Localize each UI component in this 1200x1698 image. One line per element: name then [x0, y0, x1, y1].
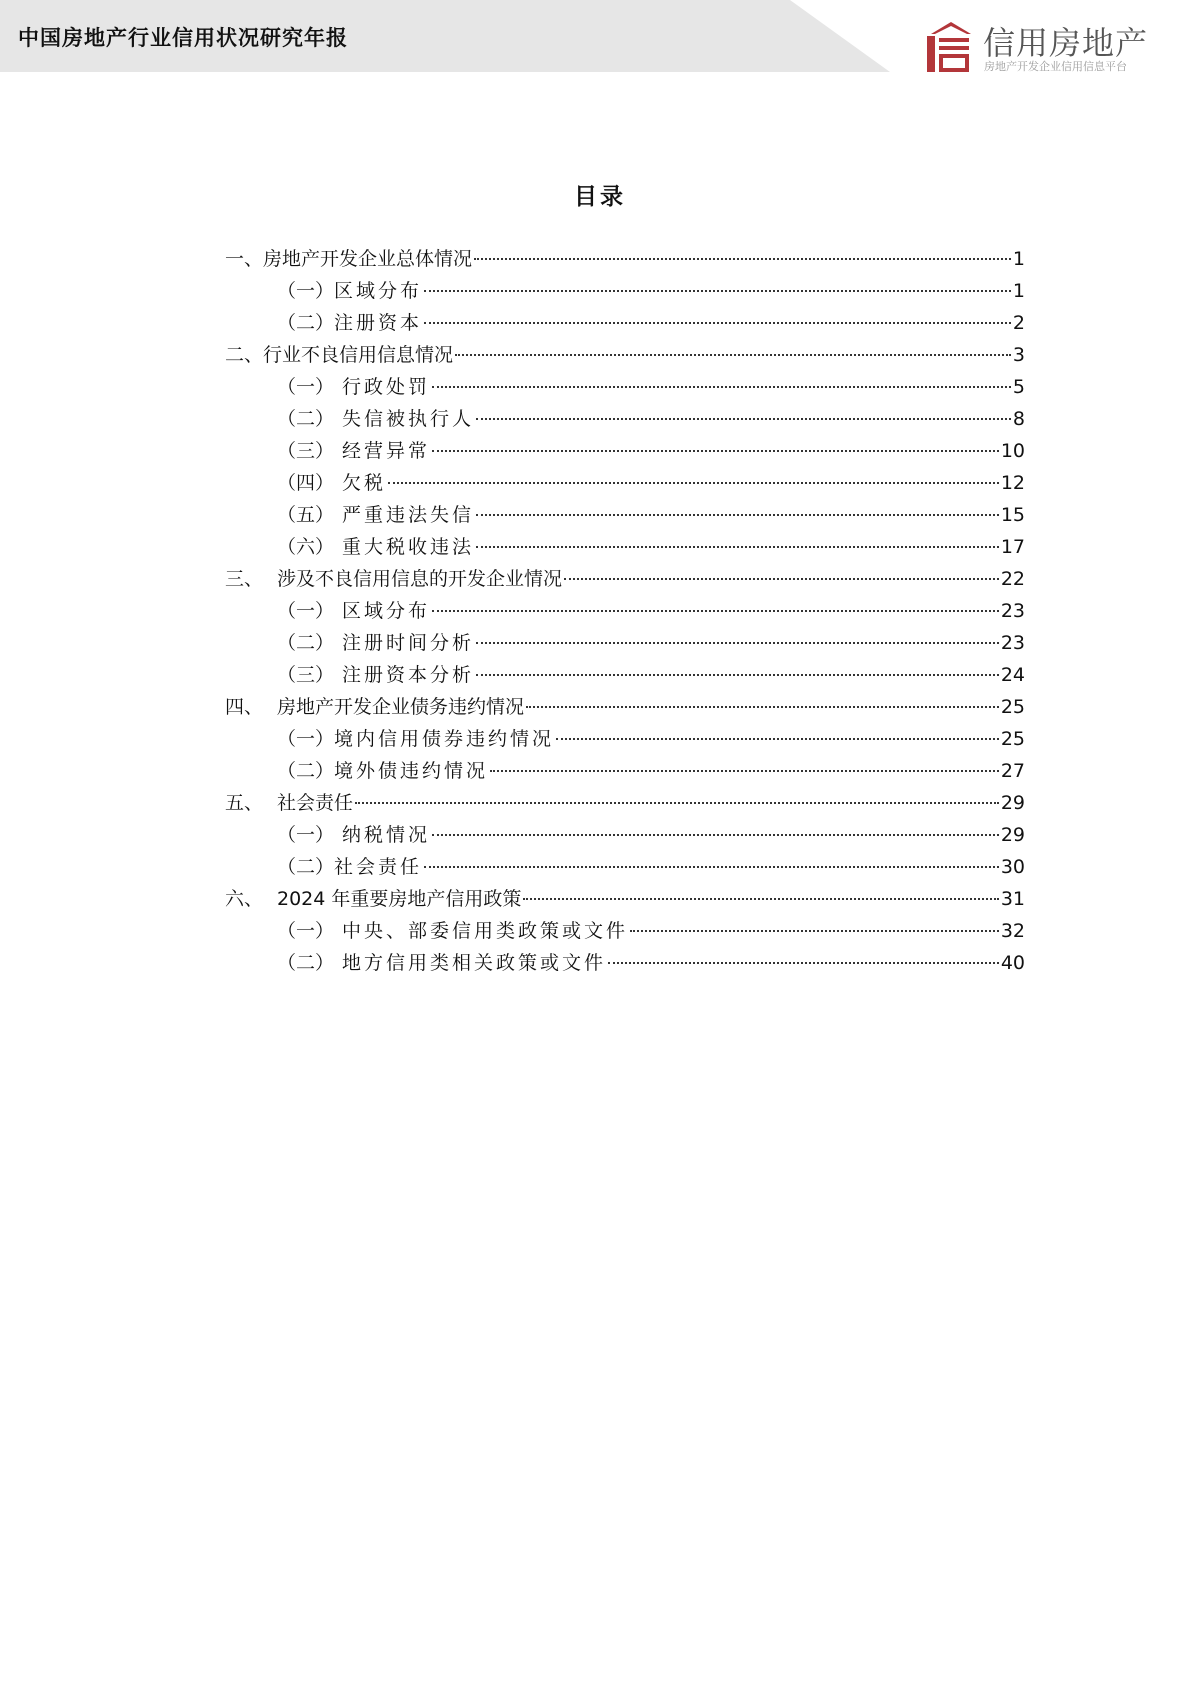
- toc-entry-label: 区域分布: [334, 280, 423, 302]
- toc-subsection-entry[interactable]: [225, 628, 1025, 660]
- toc-entry-page: 15: [1000, 504, 1025, 526]
- toc-entry-page: 2: [1012, 312, 1025, 334]
- toc-entry-number: 五、: [225, 792, 264, 814]
- toc-entry-page: 23: [1000, 632, 1025, 654]
- toc-subsection-entry[interactable]: [225, 276, 1025, 308]
- toc-dot-leader: [556, 738, 999, 740]
- toc-subsection-entry[interactable]: [225, 948, 1025, 980]
- toc-subsection-entry[interactable]: [225, 596, 1025, 628]
- toc-entry-label: 行业不良信用信息情况: [263, 344, 454, 366]
- toc-entry-label: 地方信用类相关政策或文件: [342, 952, 607, 974]
- toc-entry-label: 境外债违约情况: [334, 760, 489, 782]
- toc-entry-number: （一）: [277, 824, 335, 846]
- toc-section-entry[interactable]: [225, 884, 1025, 916]
- toc-entry-number: （二）: [277, 312, 335, 334]
- toc-subsection-entry[interactable]: [225, 500, 1025, 532]
- toc-entry-number: （三）: [277, 440, 335, 462]
- toc-dot-leader: [432, 450, 999, 452]
- toc-subsection-entry[interactable]: [225, 852, 1025, 884]
- toc-entry-number: 三、: [225, 568, 264, 590]
- toc-entry-page: 29: [1000, 792, 1025, 814]
- toc-entry-number: （二）: [277, 632, 335, 654]
- toc-entry-page: 5: [1012, 376, 1025, 398]
- toc-entry-page: 1: [1012, 248, 1025, 270]
- toc-subsection-entry[interactable]: [225, 436, 1025, 468]
- toc-entry-page: 25: [1000, 696, 1025, 718]
- toc-entry-page: 17: [1000, 536, 1025, 558]
- toc-entry-page: 31: [1000, 888, 1025, 910]
- toc-entry-page: 3: [1012, 344, 1025, 366]
- logo-tagline: 房地产开发企业信用信息平台: [984, 60, 1127, 73]
- toc-entry-number: （二）: [277, 408, 335, 430]
- toc-entry-page: 24: [1000, 664, 1025, 686]
- toc-dot-leader: [474, 258, 1011, 260]
- toc-dot-leader: [523, 898, 998, 900]
- toc-entry-label: 经营异常: [342, 440, 431, 462]
- toc-entry-number: （四）: [277, 472, 335, 494]
- toc-title: 目录: [574, 184, 626, 210]
- toc-entry-page: 10: [1000, 440, 1025, 462]
- toc-entry-page: 40: [1000, 952, 1025, 974]
- toc-entry-label: 中央、部委信用类政策或文件: [342, 920, 629, 942]
- toc-entry-number: （二）: [277, 760, 335, 782]
- toc-entry-page: 1: [1012, 280, 1025, 302]
- toc-entry-label: 境内信用债券违约情况: [334, 728, 555, 750]
- toc-entry-number: （一）: [277, 920, 335, 942]
- toc-entry-page: 29: [1000, 824, 1025, 846]
- toc-dot-leader: [355, 802, 999, 804]
- toc-entry-page: 22: [1000, 568, 1025, 590]
- toc-section-entry[interactable]: [225, 340, 1025, 372]
- toc-entry-label: 严重违法失信: [342, 504, 475, 526]
- toc-entry-number: （五）: [277, 504, 335, 526]
- toc-subsection-entry[interactable]: [225, 532, 1025, 564]
- toc-dot-leader: [432, 610, 999, 612]
- building-logo-icon: [925, 20, 975, 72]
- toc-dot-leader: [490, 770, 999, 772]
- toc-entry-number: （一）: [277, 280, 335, 302]
- toc-entry-page: 25: [1000, 728, 1025, 750]
- toc-dot-leader: [476, 514, 999, 516]
- toc-entry-page: 27: [1000, 760, 1025, 782]
- toc-dot-leader: [630, 930, 999, 932]
- toc-subsection-entry[interactable]: [225, 820, 1025, 852]
- toc-dot-leader: [564, 578, 999, 580]
- toc-section-entry[interactable]: [225, 244, 1025, 276]
- table-of-contents: [225, 244, 1025, 980]
- toc-subsection-entry[interactable]: [225, 660, 1025, 692]
- toc-entry-number: （一）: [277, 376, 335, 398]
- toc-dot-leader: [432, 834, 999, 836]
- toc-entry-label: 区域分布: [342, 600, 431, 622]
- logo-name: 信用房地产: [983, 24, 1149, 62]
- toc-section-entry[interactable]: [225, 692, 1025, 724]
- toc-entry-label: 失信被执行人: [342, 408, 475, 430]
- toc-dot-leader: [424, 290, 1011, 292]
- toc-dot-leader: [526, 706, 999, 708]
- toc-entry-number: （六）: [277, 536, 335, 558]
- toc-entry-label: 注册时间分析: [342, 632, 475, 654]
- toc-entry-label: 房地产开发企业债务违约情况: [277, 696, 525, 718]
- toc-entry-number: 四、: [225, 696, 264, 718]
- toc-entry-label: 社会责任: [334, 856, 423, 878]
- toc-entry-label: 注册资本分析: [342, 664, 475, 686]
- toc-entry-number: 六、: [225, 888, 264, 910]
- toc-dot-leader: [424, 866, 999, 868]
- toc-entry-number: （二）: [277, 856, 335, 878]
- toc-subsection-entry[interactable]: [225, 468, 1025, 500]
- toc-dot-leader: [476, 674, 999, 676]
- toc-subsection-entry[interactable]: [225, 916, 1025, 948]
- toc-entry-number: （一）: [277, 728, 335, 750]
- toc-entry-label: 纳税情况: [342, 824, 431, 846]
- toc-entry-number: 一、: [225, 248, 264, 270]
- toc-subsection-entry[interactable]: [225, 404, 1025, 436]
- toc-entry-page: 23: [1000, 600, 1025, 622]
- toc-dot-leader: [388, 482, 999, 484]
- toc-entry-label: 社会责任: [277, 792, 354, 814]
- document-title: 中国房地产行业信用状况研究年报: [18, 26, 348, 50]
- toc-dot-leader: [432, 386, 1011, 388]
- toc-section-entry[interactable]: [225, 564, 1025, 596]
- toc-subsection-entry[interactable]: [225, 756, 1025, 788]
- toc-entry-label: 2024 年重要房地产信用政策: [277, 888, 522, 910]
- toc-dot-leader: [476, 546, 999, 548]
- toc-subsection-entry[interactable]: [225, 308, 1025, 340]
- toc-dot-leader: [608, 962, 999, 964]
- toc-entry-page: 8: [1012, 408, 1025, 430]
- toc-entry-label: 重大税收违法: [342, 536, 475, 558]
- toc-entry-number: 二、: [225, 344, 264, 366]
- toc-subsection-entry[interactable]: [225, 724, 1025, 756]
- toc-subsection-entry[interactable]: [225, 372, 1025, 404]
- logo: [925, 18, 1175, 74]
- toc-entry-number: （二）: [277, 952, 335, 974]
- toc-entry-label: 涉及不良信用信息的开发企业情况: [277, 568, 563, 590]
- toc-dot-leader: [455, 354, 1011, 356]
- toc-entry-label: 行政处罚: [342, 376, 431, 398]
- toc-entry-page: 12: [1000, 472, 1025, 494]
- toc-entry-page: 32: [1000, 920, 1025, 942]
- toc-entry-page: 30: [1000, 856, 1025, 878]
- toc-entry-number: （三）: [277, 664, 335, 686]
- toc-entry-number: （一）: [277, 600, 335, 622]
- toc-section-entry[interactable]: [225, 788, 1025, 820]
- toc-dot-leader: [476, 418, 1011, 420]
- toc-entry-label: 房地产开发企业总体情况: [263, 248, 473, 270]
- toc-entry-label: 欠税: [342, 472, 387, 494]
- toc-entry-label: 注册资本: [334, 312, 423, 334]
- toc-dot-leader: [476, 642, 999, 644]
- toc-dot-leader: [424, 322, 1011, 324]
